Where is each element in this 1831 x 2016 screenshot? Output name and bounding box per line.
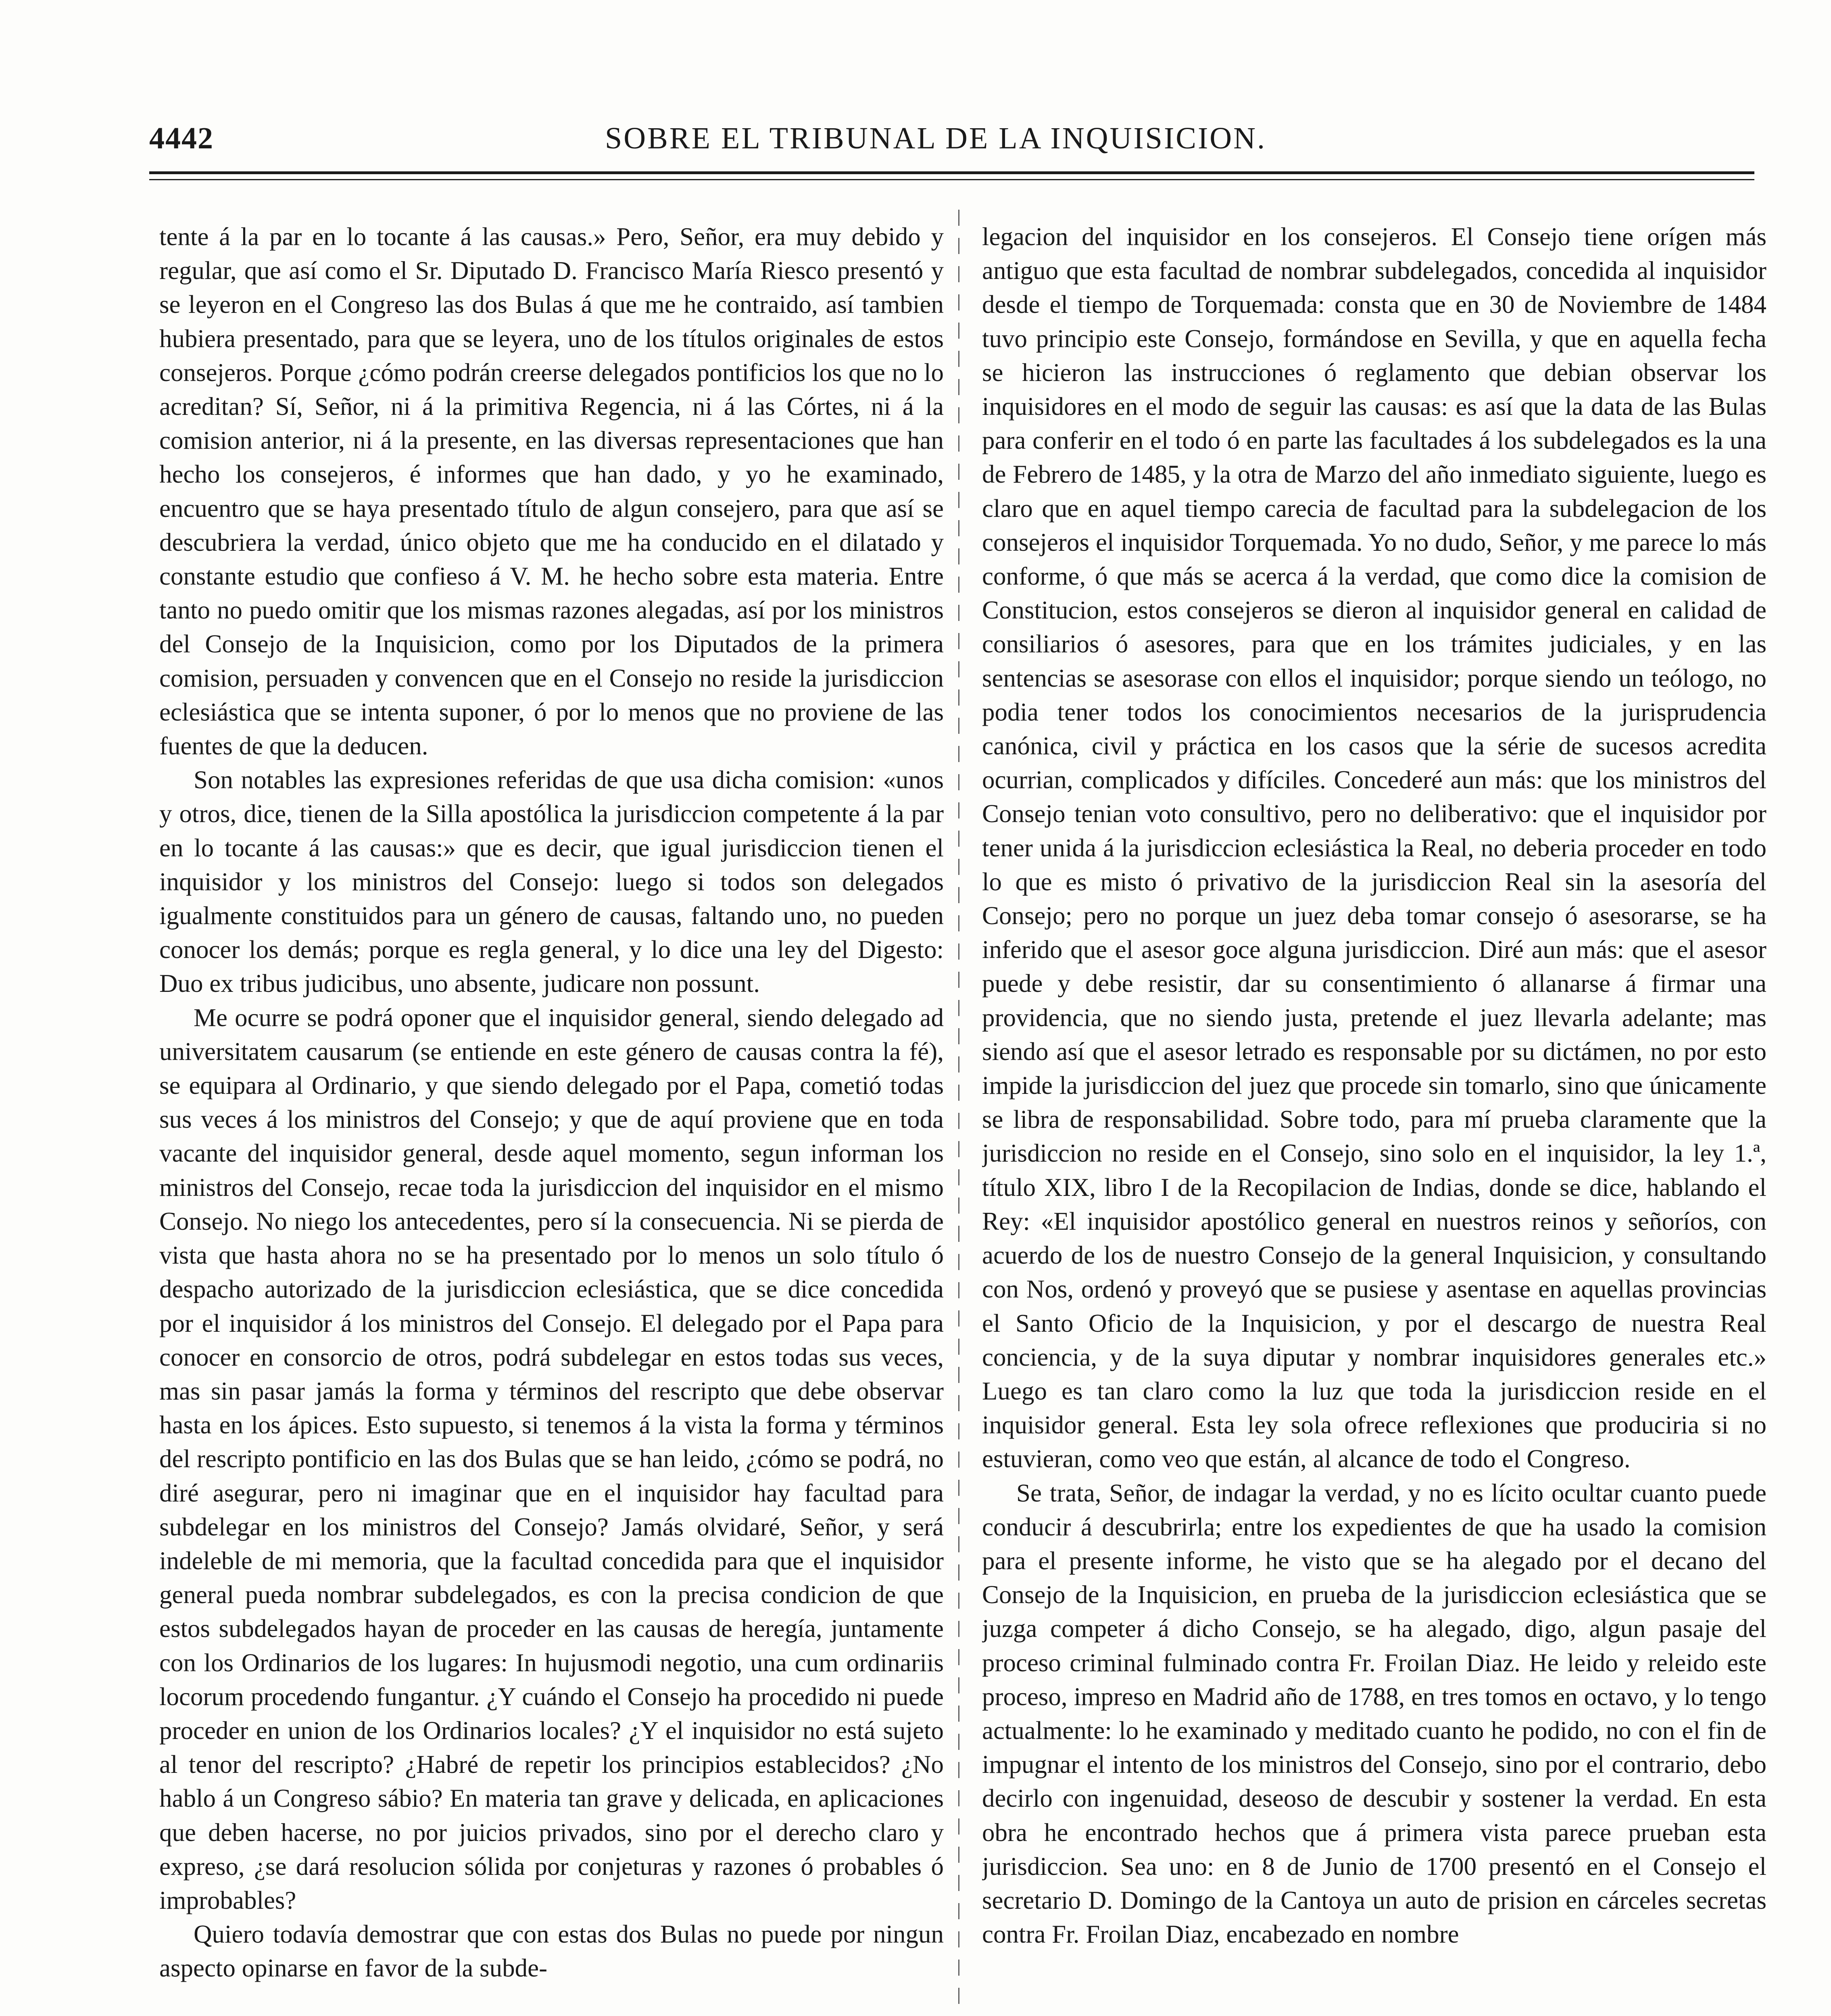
page-header	[149, 117, 1754, 157]
paragraph: Se trata, Señor, de indagar la verdad, y no es lícito ocultar cuanto puede conducir á descubrirla; entre los expedientes de que ha usado la comision para el presente informe, he visto que se ha alegado por el decano del Consejo de la Inquisicion, en prueba de la jurisdiccion eclesiástica que se juzga competer á dicho Consejo, se ha alegado, digo, algun pasaje del proceso criminal fulminado contra Fr. Froilan Diaz. He leido y releido este proceso, impreso en Madrid año de 1788, en tres tomos en octavo, y lo tengo actualmente: lo he examinado y meditado cuanto he podido, no con el fin de impugnar el intento de los ministros del Consejo, sino por el contrario, debo decirlo con ingenuidad, deseoso de descubir y sostener la verdad. En esta obra he encontrado hechos que á primera vista parece prueban esta jurisdiccion. Sea uno: en 8 de Junio de 1700 presentó en el Consejo el secretario D. Domingo de la Cantoya un auto de prision en cárceles secretas contra Fr. Froilan Diaz, encabezado en nombre	[982, 1479, 1766, 1949]
paragraph: Son notables las expresiones referidas de que usa dicha comision: «unos y otros, dice, tienen de la Silla apostólica la jurisdiccion competente á la par en lo tocante á las causas:» que es decir, que igual jurisdiccion tienen el inquisidor y los ministros del Consejo: luego si todos son delegados igualmente constituidos para un género de causas, faltando uno, no pueden conocer los demás; porque es regla general, y lo dice una ley del Digesto: Duo ex tribus judicibus, uno absente, judicare non possunt.	[159, 766, 944, 998]
right-column	[982, 220, 1766, 2016]
column-divider	[958, 210, 959, 2016]
header-rule	[149, 171, 1754, 180]
running-title: SOBRE EL TRIBUNAL DE LA INQUISICION.	[605, 121, 1267, 155]
paragraph: Me ocurre se podrá oponer que el inquisidor general, siendo delegado ad universitatem causarum (se entiende en este género de causas contra la fé), se equipara al Ordinario, y que siendo delegado por el Papa, cometió todas sus veces á los ministros del Consejo; y que de aquí proviene que en toda vacante del inquisidor general, desde aquel momento, segun informan los ministros del Consejo, recae toda la jurisdiccion del inquisidor en el mismo Consejo. No niego los antecedentes, pero sí la consecuencia. Ni se pierda de vista que hasta ahora no se ha presentado por lo menos un solo título ó despacho autorizado de la jurisdiccion eclesiástica, que se dice concedida por el inquisidor á los ministros del Consejo. El delegado por el Papa para conocer en consorcio de otros, podrá subdelegar en estos todas sus veces, mas sin pasar jamás la forma y términos del rescripto que debe observar hasta en los ápices. Esto supuesto, si tenemos á la vista la forma y términos del rescripto pontificio en las dos Bulas que se han leido, ¿cómo se podrá, no diré asegurar, pero ni imaginar que en el inquisidor hay facultad para subdelegar en los ministros del Consejo? Jamás olvidaré, Señor, y será indeleble de mi memoria, que la facultad concedida para que el inquisidor general pueda nombrar subdelegados, es con la precisa condicion de que estos subdelegados hayan de proceder en las causas de heregía, juntamente con los Ordinarios de los lugares: In hujusmodi negotio, una cum ordinariis locorum procedendo fungantur. ¿Y cuándo el Consejo ha procedido ni puede proceder en union de los Ordinarios locales? ¿Y el inquisidor no está sujeto al tenor del rescripto? ¿Habré de repetir los principios establecidos? ¿No hablo á un Congreso sábio? En materia tan grave y delicada, en aplicaciones que deben hacerse, no por juicios privados, sino por el derecho claro y expreso, ¿se dará resolucion sólida por conjeturas y razones ó probables ó improbables?	[159, 1003, 944, 1914]
left-column	[159, 220, 944, 2016]
paragraph: legacion del inquisidor en los consejeros. El Consejo tiene orígen más antiguo que esta facultad de nombrar subdelegados, concedida al inquisidor desde el tiempo de Torquemada: consta que en 30 de Noviembre de 1484 tuvo principio este Consejo, formándose en Sevilla, y que en aquella fecha se hicieron las instrucciones ó reglamento que debian observar los inquisidores en el modo de seguir las causas: es así que la data de las Bulas para conferir en el todo ó en parte las facultades á los subdelegados es la una de Febrero de 1485, y la otra de Marzo del año inmediato siguiente, luego es claro que en aquel tiempo carecia de facultad para la subdelegacion de los consejeros el inquisidor Torquemada. Yo no dudo, Señor, y me parece lo más conforme, ó que más se acerca á la verdad, que como dice la comision de Constitucion, estos consejeros se dieron al inquisidor general en calidad de consiliarios ó asesores, para que en los trámites judiciales, y en las sentencias se asesorase con ellos el inquisidor; porque siendo un teólogo, no podia tener todos los conocimientos necesarios de la jurisprudencia canónica, civil y práctica en los casos que la série de sucesos acredita ocurrian, complicados y difíciles. Concederé aun más: que los ministros del Consejo tenian voto consultivo, pero no deliberativo: que el inquisidor por tener unida á la jurisdiccion eclesiástica la Real, no deberia proceder en todo lo que es misto ó privativo de la jurisdiccion Real sin la asesoría del Consejo; pero no porque un juez deba tomar consejo ó asesorarse, se ha inferido que el asesor goce alguna jurisdiccion. Diré aun más: que el asesor puede y debe resistir, dar su consentimiento ó allanarse á firmar una providencia, que no siendo justa, pretende el juez llevarla adelante; mas siendo así que el asesor letrado es responsable por su dictámen, no por esto impide la jurisdiccion del juez que procede sin tomarlo, sino que únicamente se libra de responsabilidad. Sobre todo, para mí prueba claramente que la jurisdiccion no reside en el Consejo, sino solo en el inquisidor, la ley 1.ª, título XIX, libro I de la Recopilacion de Indias, donde se dice, hablando el Rey: «El inquisidor apostólico general en nuestros reinos y señoríos, con acuerdo de los de nuestro Consejo de la general Inquisicion, y consultando con Nos, ordenó y proveyó que se pusiese y asentase en aquellas provincias el Santo Oficio de la Inquisicion, y por el descargo de nuestra Real conciencia, y de la suya diputar y nombrar inquisidores generales etc.» Luego es tan claro como la luz que toda la jurisdiccion reside en el inquisidor general. Esta ley sola ofrece reflexiones que produciria si no estuvieran, como veo que están, al alcance de todo el Congreso.	[982, 223, 1766, 1473]
page-number: 4442	[149, 121, 214, 155]
paragraph: tente á la par en lo tocante á las causas.» Pero, Señor, era muy debido y regular, que así como el Sr. Diputado D. Francisco María Riesco presentó y se leyeron en el Congreso las dos Bulas á que me he contraido, así tambien hubiera presentado, para que se leyera, uno de los títulos originales de estos consejeros. Porque ¿cómo podrán creerse delegados pontificios los que no lo acreditan? Sí, Señor, ni á la primitiva Regencia, ni á las Córtes, ni á la comision anterior, ni á la presente, en las diversas representaciones que han hecho los consejeros, é informes que han dado, y yo he examinado, encuentro que se haya presentado título de algun consejero, para que así se descubriera la verdad, único objeto que me ha conducido en el dilatado y constante estudio que confieso á V. M. he hecho sobre esta materia. Entre tanto no puedo omitir que los mismas razones alegadas, así por los ministros del Consejo de la Inquisicion, como por los Diputados de la primera comision, persuaden y convencen que en el Consejo no reside la jurisdiccion eclesiástica que se intenta suponer, ó por lo menos que no proviene de las fuentes de que la deducen.	[159, 223, 944, 760]
paragraph: Quiero todavía demostrar que con estas dos Bulas no puede por ningun aspecto opinarse en favor de la subde-	[159, 1920, 944, 1983]
